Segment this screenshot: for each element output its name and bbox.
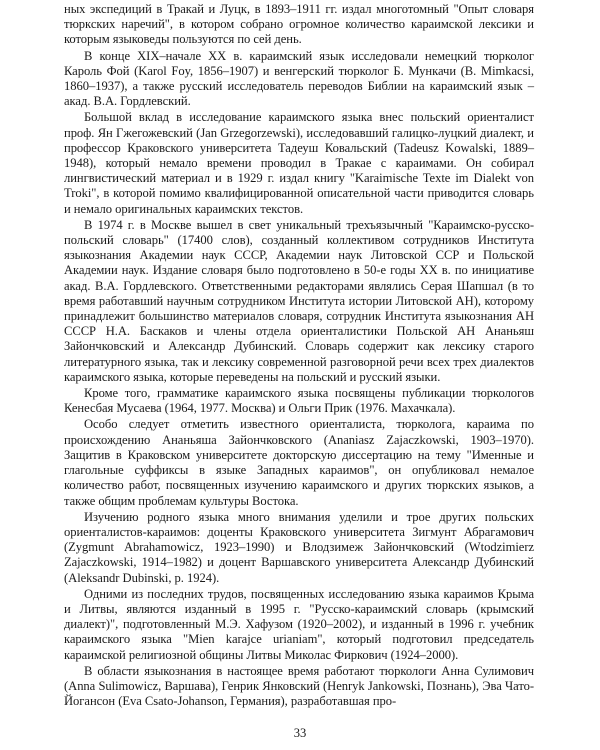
paragraph-5: Кроме того, грамматике караимского языка посвящены публикации тюркологов Кенесбая Мусаева (1964, 1977. Москва) и Ольги Прик (1976. Махачкала). <box>64 386 534 416</box>
paragraph-8: Одними из последних трудов, посвященных исследованию языка караимов Крыма и Литвы, являются изданный в 1995 г. "Русско-караимский словарь (крымский диалект)", подготовленный М.Э. Хафузом (1920–2002), и изданный в 1996 г. учебник караимского языка "Mien karajce urianiam", который подготовил председатель караимской религиозной общины Литвы Миколас Фиркович (1924–2000). <box>64 586 534 662</box>
page-text <box>64 2 534 709</box>
paragraph-3: Большой вклад в исследование караимского языка внес польский ориенталист проф. Ян Гжегожевский (Jan Grzegorzewski), исследовавший галицко-луцкий диалект, и профессор Краковского университета Тадеуш Ковальский (Tadeusz Kowalski, 1889–1948), который немало времени проводил в Тракае с караимами. Он собирал лингвистический материал и в 1929 г. издал книгу "Karaimische Texte im Dialekt von Troki", в которой помимо квалифицированной описательной части приводится словарь и немало оригинальных караимских текстов. <box>64 110 534 216</box>
paragraph-7: Изучению родного языка много внимания уделили и трое других польских ориенталистов-караимов: доценты Краковского университета Зигмунт Абрагамович (Zygmunt Abrahamowicz, 1923–1990) и Влодзимеж Зайончковский (Wtodzimierz Zajaczkowski, 1914–1982) и доцент Варшавского университета Александр Дубинский (Aleksandr Dubinski, p. 1924). <box>64 509 534 585</box>
paragraph-6: Особо следует отметить известного ориенталиста, тюрколога, караима по происхождению Ананьяша Зайончковского (Ananiasz Zajaczkowski, 1903–1970). Защитив в Краковском университете докторскую диссертацию на тему "Именные и глагольные суффиксы в языке Западных караимов", он опубликовал немалое количество работ, посвященных изучению караимского и других тюркских языков, а также общим проблемам культуры Востока. <box>64 417 534 508</box>
paragraph-4: В 1974 г. в Москве вышел в свет уникальный трехъязычный "Караимско-русско-польский словарь" (17400 слов), созданный коллективом сотрудников Института языкознания Академии наук СССР, Академии наук Литовской ССР и Польской Академии наук. Издание словаря было подготовлено в 50-е годы XX в. по инициативе акад. В.А. Гордлевского. Ответственными редакторами являлись Серая Шапшал (в то время работавший научным сотрудником Института истории Литовской АН), которому принадлежит большинство материалов словаря, сотрудник Института языкознания АН СССР Н.А. Баскаков и члены отдела ориенталистики Польской АН Ананьяш Зайончковский и Александр Дубинский. Словарь содержит как лексику старого литературного языка, так и лексику современной разговорной речи всех трех диалектов караимского языка, которые переведены на польский и русский языки. <box>64 217 534 384</box>
paragraph-2: В конце XIX–начале XX в. караимский язык исследовали немецкий тюрколог Кароль Фой (Karol Foy, 1856–1907) и венгерский тюрколог Б. Мункачи (B. Mimkacsi, 1860–1937), а также русский исследователь переводов Библии на караимский язык – акад. В.А. Гордлевский. <box>64 48 534 109</box>
page-number: 33 <box>293 726 307 740</box>
paragraph-1: ных экспедиций в Тракай и Луцк, в 1893–1911 гг. издал многотомный "Опыт словаря тюркских наречий", в котором собрано огромное количество караимской лексики и которым языковеды пользуются по сей день. <box>64 2 534 47</box>
paragraph-9: В области языкознания в настоящее время работают тюркологи Анна Сулимович (Anna Sulimowicz, Варшава), Генрик Янковский (Henryk Jankowski, Познань), Эва Чато-Йогансон (Eva Csato-Johanson, Германия), разработавшая про- <box>64 663 534 709</box>
